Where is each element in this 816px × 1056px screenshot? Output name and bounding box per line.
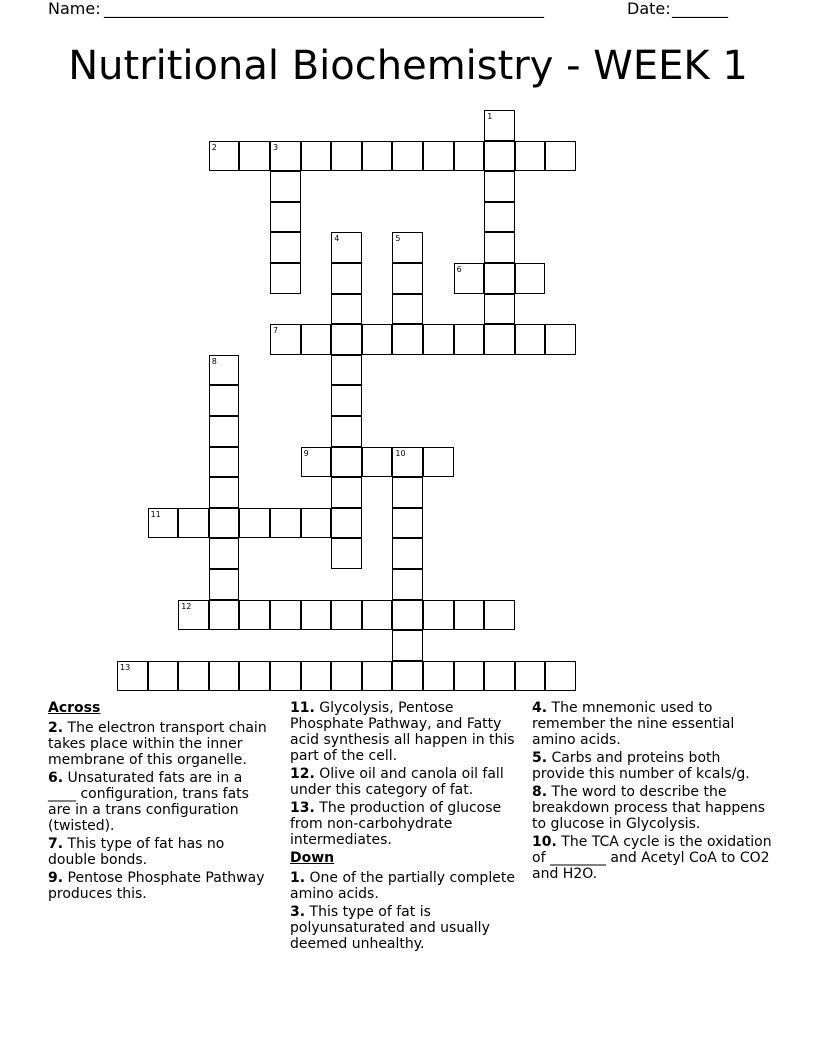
clue-down-8 (532, 784, 772, 832)
grid-cell[interactable] (484, 661, 515, 692)
date-blank[interactable]: _______ (672, 0, 728, 18)
cell-number: 7 (273, 326, 279, 336)
grid-cell[interactable] (178, 508, 209, 539)
grid-cell[interactable] (484, 263, 515, 294)
grid-cell[interactable] (331, 477, 362, 508)
grid-cell[interactable] (515, 141, 546, 172)
down-heading: Down (290, 850, 335, 866)
grid-cell[interactable] (270, 600, 301, 631)
across-heading: Across (48, 700, 101, 716)
grid-cell[interactable] (423, 324, 454, 355)
grid-cell[interactable] (515, 263, 546, 294)
grid-cell[interactable] (239, 508, 270, 539)
grid-cell[interactable] (270, 508, 301, 539)
clue-down-4 (532, 700, 772, 748)
grid-cell[interactable] (362, 661, 393, 692)
clue-text: Glycolysis, Pentose Phosphate Pathway, and Fatty acid synthesis all happen in this part of the cell. (290, 700, 515, 764)
cell-number: 12 (181, 601, 192, 611)
grid-cell[interactable] (362, 324, 393, 355)
clue-number: 1. (290, 870, 306, 886)
clue-across-11 (290, 700, 526, 764)
grid-cell[interactable] (209, 569, 240, 600)
grid-cell[interactable] (392, 630, 423, 661)
grid-cell[interactable] (392, 661, 423, 692)
grid-cell[interactable] (331, 263, 362, 294)
clue-number: 7. (48, 836, 64, 852)
grid-cell[interactable] (270, 141, 301, 172)
grid-cell[interactable] (515, 661, 546, 692)
clue-number: 8. (532, 784, 548, 800)
grid-cell[interactable] (270, 202, 301, 233)
grid-cell[interactable] (484, 294, 515, 325)
clue-number: 6. (48, 770, 64, 786)
cell-number: 10 (395, 448, 406, 458)
name-label: Name: (48, 0, 101, 18)
grid-cell[interactable] (454, 661, 485, 692)
grid-cell[interactable] (392, 141, 423, 172)
grid-cell[interactable] (392, 538, 423, 569)
grid-cell[interactable] (209, 447, 240, 478)
date-label: Date: (627, 0, 671, 18)
grid-cell[interactable] (239, 141, 270, 172)
clue-down-5 (532, 750, 772, 782)
grid-cell[interactable] (392, 324, 423, 355)
grid-cell[interactable] (270, 232, 301, 263)
grid-cell[interactable] (423, 141, 454, 172)
grid-cell[interactable] (209, 355, 240, 386)
grid-cell[interactable] (239, 661, 270, 692)
clues-column-2 (290, 700, 526, 954)
clue-text: The word to describe the breakdown process that happens to glucose in Glycolysis. (532, 784, 765, 832)
grid-cell[interactable] (545, 661, 576, 692)
grid-cell[interactable] (392, 294, 423, 325)
grid-cell[interactable] (331, 416, 362, 447)
grid-cell[interactable] (423, 600, 454, 631)
grid-cell[interactable] (484, 110, 515, 141)
clues-column-1 (48, 700, 270, 904)
grid-cell[interactable] (331, 447, 362, 478)
grid-cell[interactable] (331, 294, 362, 325)
cell-number: 3 (273, 142, 279, 152)
grid-cell[interactable] (454, 600, 485, 631)
clue-text: The TCA cycle is the oxidation of ________ and Acetyl CoA to CO2 and H2O. (532, 834, 772, 882)
clue-across-6 (48, 770, 270, 834)
clue-text: Pentose Phosphate Pathway produces this. (48, 870, 265, 902)
grid-cell[interactable] (331, 385, 362, 416)
grid-cell[interactable] (392, 447, 423, 478)
grid-cell[interactable] (209, 385, 240, 416)
grid-cell[interactable] (148, 661, 179, 692)
grid-cell[interactable] (484, 600, 515, 631)
clue-text: Carbs and proteins both provide this number of kcals/g. (532, 750, 750, 782)
clue-across-13 (290, 800, 526, 848)
clue-number: 11. (290, 700, 315, 716)
clue-number: 2. (48, 720, 64, 736)
grid-cell[interactable] (515, 324, 546, 355)
grid-cell[interactable] (270, 324, 301, 355)
cell-number: 6 (456, 265, 462, 274)
clue-down-1 (290, 870, 526, 902)
clue-down-3 (290, 904, 526, 952)
clue-text: The electron transport chain takes place within the inner membrane of this organelle. (48, 720, 267, 768)
grid-cell[interactable] (423, 447, 454, 478)
grid-cell[interactable] (239, 600, 270, 631)
grid-cell[interactable] (301, 141, 332, 172)
grid-cell[interactable] (209, 600, 240, 631)
name-blank[interactable]: _______________________________________________________ (104, 0, 544, 18)
cell-number: 4 (334, 234, 340, 244)
grid-cell[interactable] (117, 661, 148, 692)
grid-cell[interactable] (301, 324, 332, 355)
clue-text: Unsaturated fats are in a ____ configuration, trans fats are in a trans configuration (twisted). (48, 770, 249, 834)
grid-cell[interactable] (270, 171, 301, 202)
cell-number: 5 (395, 234, 401, 244)
clue-number: 9. (48, 870, 64, 886)
grid-cell[interactable] (270, 263, 301, 294)
grid-cell[interactable] (209, 661, 240, 692)
page-title: Nutritional Biochemistry - WEEK 1 (68, 43, 748, 89)
grid-cell[interactable] (331, 600, 362, 631)
grid-cell[interactable] (331, 508, 362, 539)
grid-cell[interactable] (331, 141, 362, 172)
clue-text: This type of fat has no double bonds. (48, 836, 225, 868)
grid-cell[interactable] (545, 324, 576, 355)
grid-cell[interactable] (423, 661, 454, 692)
grid-cell[interactable] (331, 538, 362, 569)
clue-text: The mnemonic used to remember the nine essential amino acids. (532, 700, 735, 748)
grid-cell[interactable] (178, 600, 209, 631)
grid-cell[interactable] (392, 477, 423, 508)
cell-number: 9 (303, 448, 309, 458)
grid-cell[interactable] (454, 324, 485, 355)
grid-cell[interactable] (362, 447, 393, 478)
grid-cell[interactable] (362, 141, 393, 172)
grid-cell[interactable] (178, 661, 209, 692)
clue-number: 13. (290, 800, 315, 816)
clue-text: Olive oil and canola oil fall under this category of fat. (290, 766, 504, 798)
clue-number: 5. (532, 750, 548, 766)
clue-text: This type of fat is polyunsaturated and usually deemed unhealthy. (290, 904, 490, 952)
grid-cell[interactable] (148, 508, 179, 539)
grid-cell[interactable] (301, 661, 332, 692)
clue-down-10 (532, 834, 772, 882)
grid-cell[interactable] (209, 477, 240, 508)
grid-cell[interactable] (270, 661, 301, 692)
clue-number: 10. (532, 834, 557, 850)
clue-text: One of the partially complete amino acids. (290, 870, 515, 902)
cell-number: 1 (487, 112, 493, 121)
clues-column-3 (532, 700, 772, 884)
clue-text: The production of glucose from non-carbohydrate intermediates. (290, 800, 502, 848)
grid-cell[interactable] (545, 141, 576, 172)
cell-number: 13 (120, 662, 131, 672)
grid-cell[interactable] (484, 171, 515, 202)
grid-cell[interactable] (209, 416, 240, 447)
grid-cell[interactable] (392, 232, 423, 263)
grid-cell[interactable] (209, 508, 240, 539)
grid-cell[interactable] (392, 569, 423, 600)
clue-across-12 (290, 766, 526, 798)
grid-cell[interactable] (484, 324, 515, 355)
grid-cell[interactable] (331, 661, 362, 692)
grid-cell[interactable] (392, 263, 423, 294)
grid-cell[interactable] (392, 508, 423, 539)
clue-across-9 (48, 870, 270, 902)
grid-cell[interactable] (484, 202, 515, 233)
cell-number: 11 (150, 509, 161, 519)
grid-cell[interactable] (454, 263, 485, 294)
grid-cell[interactable] (484, 232, 515, 263)
cell-number: 2 (211, 142, 217, 152)
grid-cell[interactable] (454, 141, 485, 172)
grid-cell[interactable] (331, 232, 362, 263)
clue-number: 12. (290, 766, 315, 782)
grid-cell[interactable] (392, 600, 423, 631)
grid-cell[interactable] (331, 324, 362, 355)
grid-cell[interactable] (484, 141, 515, 172)
grid-cell[interactable] (301, 508, 332, 539)
clue-number: 4. (532, 700, 548, 716)
grid-cell[interactable] (331, 355, 362, 386)
cell-number: 8 (211, 356, 217, 366)
grid-cell[interactable] (209, 141, 240, 172)
grid-cell[interactable] (209, 538, 240, 569)
grid-cell[interactable] (301, 447, 332, 478)
clue-across-7 (48, 836, 270, 868)
clue-number: 3. (290, 904, 306, 920)
grid-cell[interactable] (301, 600, 332, 631)
grid-cell[interactable] (362, 600, 393, 631)
clue-across-2 (48, 720, 270, 768)
